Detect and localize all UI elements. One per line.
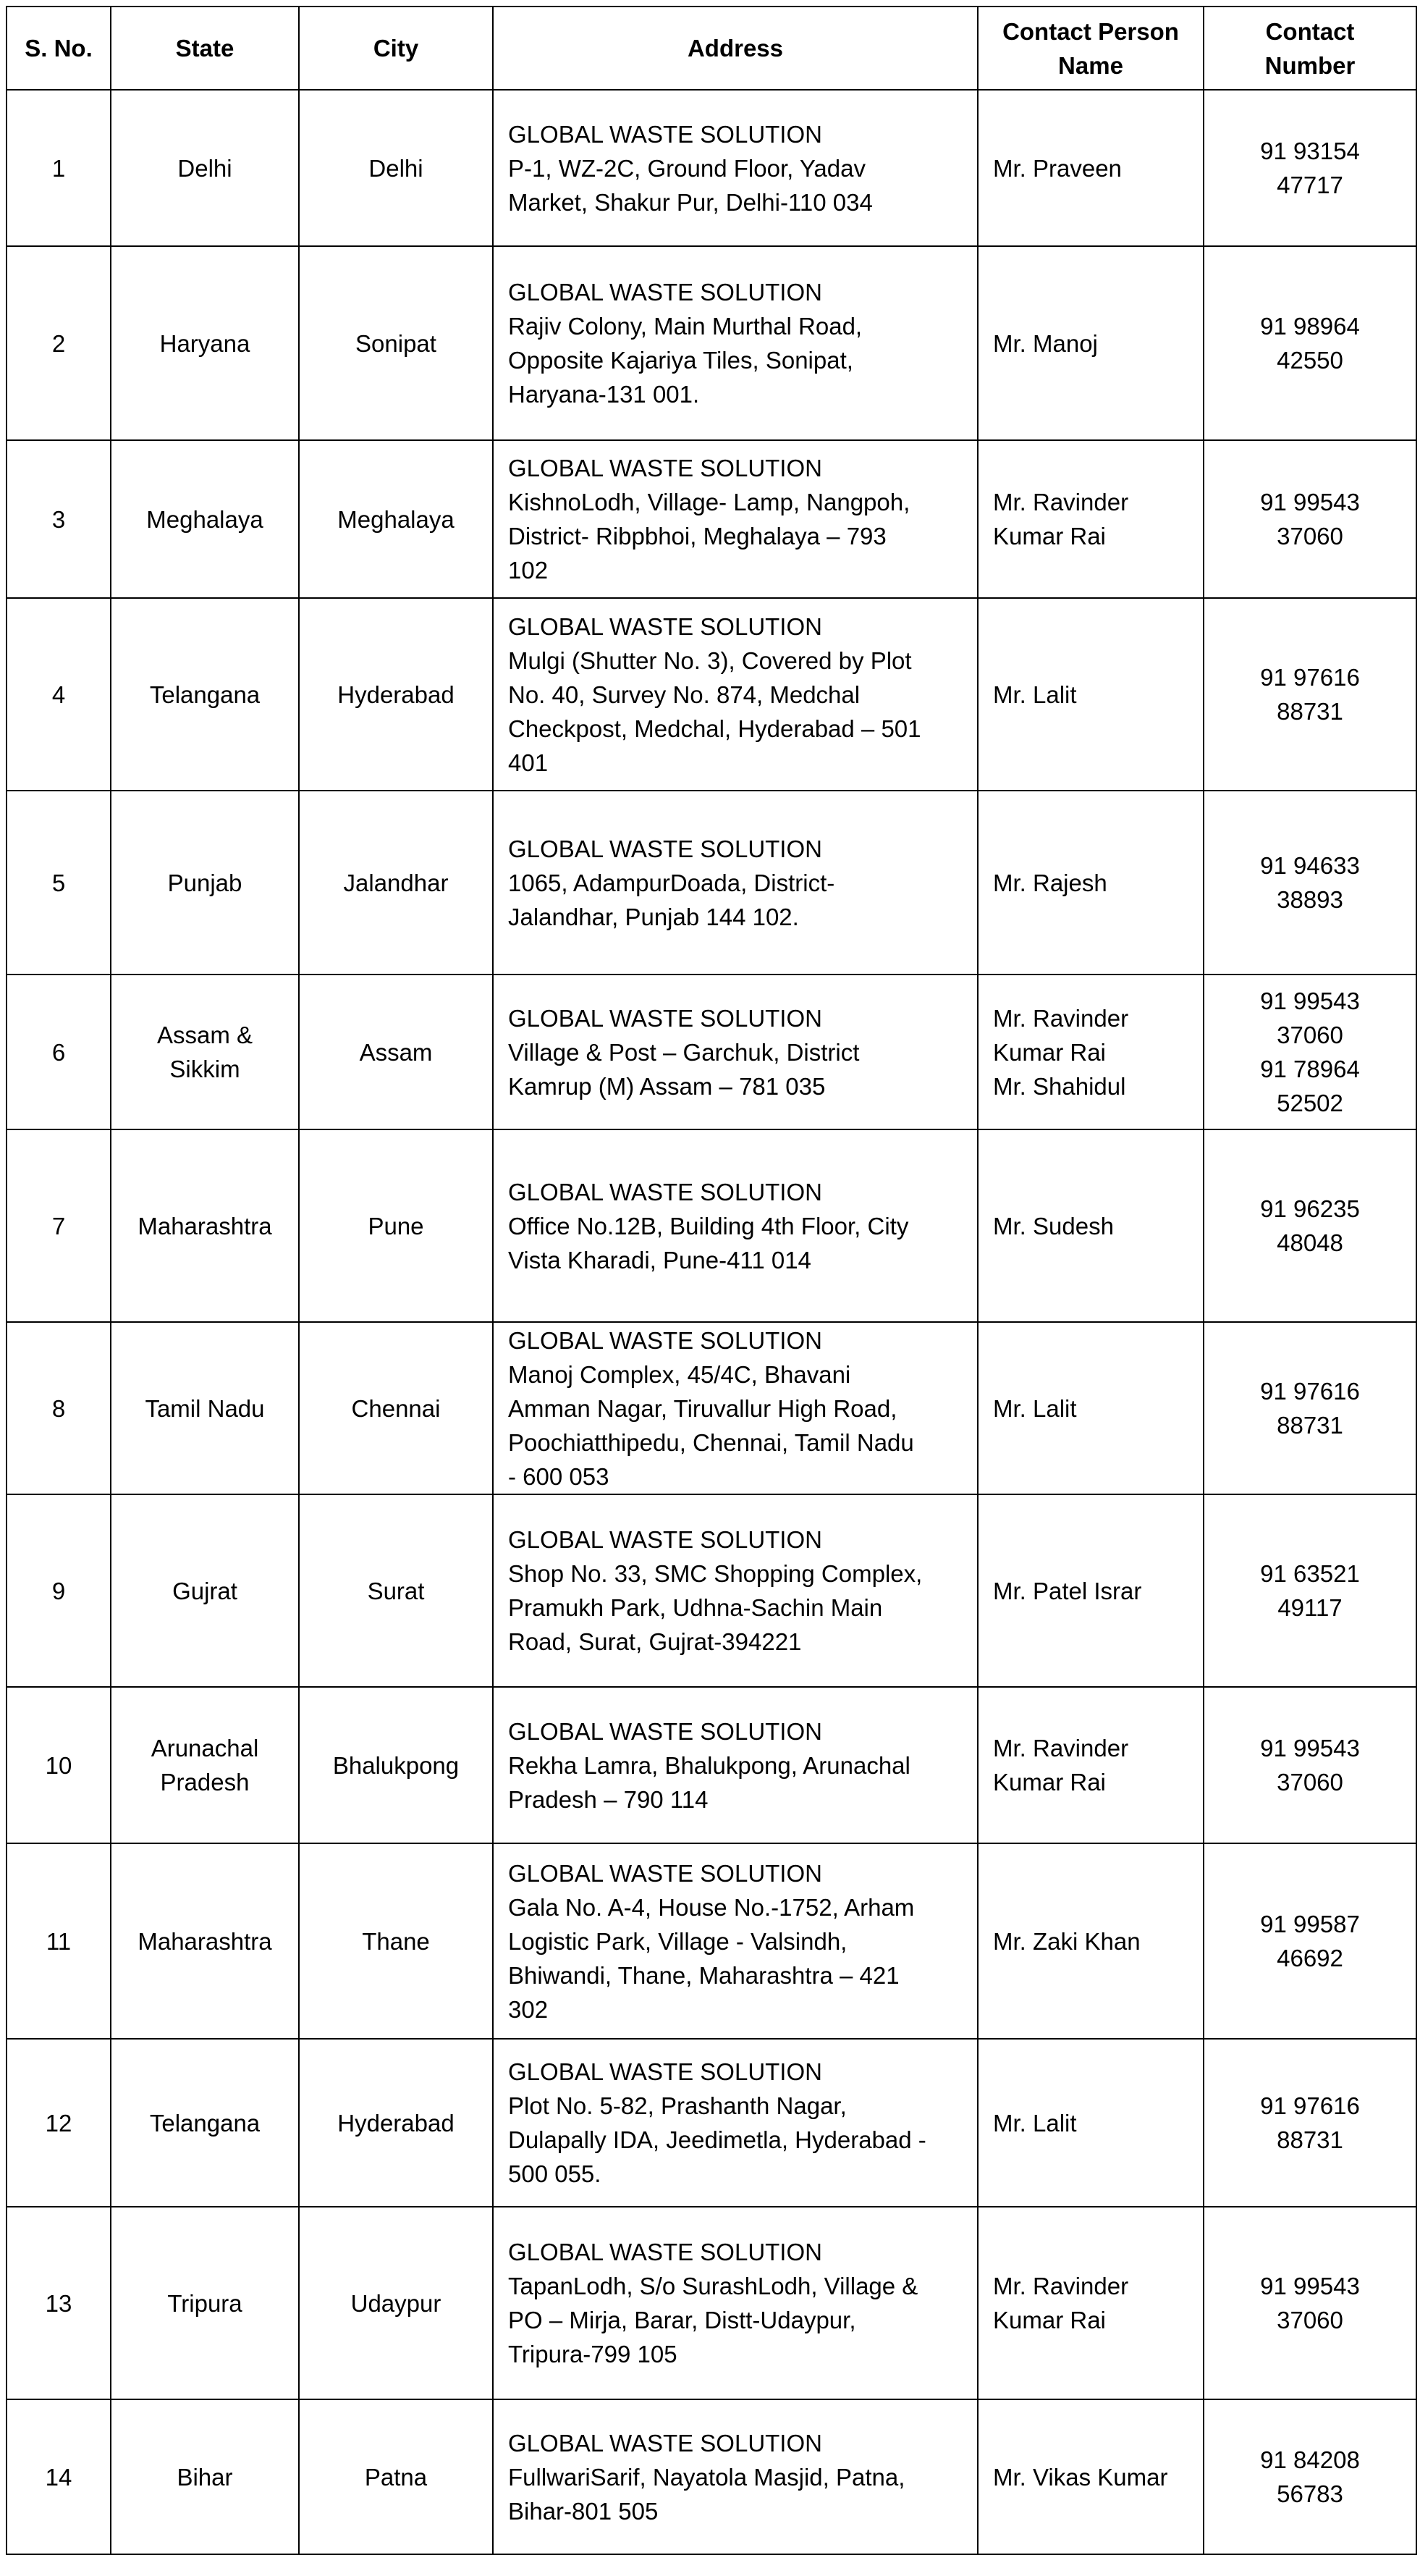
state-cell [111, 1129, 299, 1322]
serial-number-cell: 4 [7, 598, 111, 791]
address-cell [493, 90, 978, 246]
address-cell-line: Village & Post – Garchuk, District [508, 1038, 860, 1066]
serial-number-cell: 2 [7, 246, 111, 440]
table-row [7, 1129, 1416, 1322]
address-cell-line: Rekha Lamra, Bhalukpong, Arunachal [508, 1751, 910, 1779]
address-cell-line: Office No.12B, Building 4th Floor, City [508, 1212, 909, 1239]
address-cell-line: GLOBAL WASTE SOLUTION [508, 1717, 822, 1745]
contact-number-cell [1204, 90, 1416, 246]
table-row [7, 2207, 1416, 2399]
address-cell-line: 500 055. [508, 2160, 601, 2187]
address-cell [493, 791, 978, 975]
contact-number-cell [1204, 791, 1416, 975]
contact-number-cell [1204, 1494, 1416, 1687]
contact-person-cell-line: Mr. Zaki Khan [993, 1927, 1141, 1955]
contact-number-cell [1204, 1322, 1416, 1494]
contact-person-cell [978, 440, 1204, 598]
contact-number-cell [1204, 2399, 1416, 2554]
contact-number-cell-line: 91 99587 [1260, 1911, 1360, 1937]
contact-person-cell-line: Mr. Manoj [993, 329, 1098, 357]
contact-number-cell-line: 47717 [1277, 172, 1343, 198]
address-cell-line: District- Ribpbhoi, Meghalaya – 793 [508, 523, 887, 550]
address-cell-line: GLOBAL WASTE SOLUTION [508, 835, 822, 862]
address-cell-line: Mulgi (Shutter No. 3), Covered by Plot [508, 647, 912, 674]
address-cell-line: Checkpost, Medchal, Hyderabad – 501 [508, 715, 921, 742]
serial-number-cell: 8 [7, 1322, 111, 1494]
address-cell [493, 440, 978, 598]
contact-number-cell-line: 91 97616 [1260, 664, 1360, 691]
contact-number-cell [1204, 1843, 1416, 2039]
address-cell [493, 2399, 978, 2554]
address-cell-line: P-1, WZ-2C, Ground Floor, Yadav [508, 154, 866, 182]
address-cell-line: TapanLodh, S/o SurashLodh, Village & [508, 2273, 918, 2299]
address-cell-line: 1065, AdampurDoada, District- [508, 869, 835, 896]
contact-person-cell-line: Mr. Lalit [993, 681, 1077, 708]
contact-person-cell [978, 1494, 1204, 1687]
city-cell: Hyderabad [299, 2039, 493, 2207]
contact-person-cell-line: Mr. Ravinder [993, 489, 1129, 515]
address-cell-line: Kamrup (M) Assam – 781 035 [508, 1072, 826, 1100]
contact-number-cell [1204, 598, 1416, 791]
contact-person-cell-line: Kumar Rai [993, 2307, 1106, 2333]
contact-person-cell [978, 1843, 1204, 2039]
address-cell [493, 1843, 978, 2039]
state-cell [111, 1687, 299, 1843]
contact-person-cell-line: Mr. Lalit [993, 1394, 1077, 1422]
address-cell-line: GLOBAL WASTE SOLUTION [508, 1004, 822, 1032]
contact-number-cell-line: 88731 [1277, 698, 1343, 725]
table-row [7, 90, 1416, 246]
contact-number-cell-line: 37060 [1277, 1769, 1343, 1796]
city-cell: Bhalukpong [299, 1687, 493, 1843]
serial-number-cell: 1 [7, 90, 111, 246]
contact-person-cell [978, 598, 1204, 791]
contact-number-cell-line: 91 99543 [1260, 1735, 1360, 1761]
contact-person-cell-line: Mr. Lalit [993, 2109, 1077, 2137]
state-cell-line: Sikkim [169, 1056, 240, 1082]
table-row [7, 975, 1416, 1129]
contact-person-cell [978, 2399, 1204, 2554]
address-cell-line: Pramukh Park, Udhna-Sachin Main [508, 1594, 883, 1621]
address-cell-line: Logistic Park, Village - Valsindh, [508, 1927, 848, 1955]
address-cell-line: GLOBAL WASTE SOLUTION [508, 1326, 822, 1354]
address-cell-line: Vista Kharadi, Pune-411 014 [508, 1246, 811, 1274]
contact-number-cell [1204, 246, 1416, 440]
address-cell-line: GLOBAL WASTE SOLUTION [508, 455, 822, 481]
contact-number-cell-line: 91 99543 [1260, 988, 1360, 1014]
address-cell-line: Rajiv Colony, Main Murthal Road, [508, 313, 863, 340]
contact-person-cell-line: Kumar Rai [993, 523, 1106, 550]
address-cell-line: Manoj Complex, 45/4C, Bhavani [508, 1360, 851, 1388]
address-cell-line: 102 [508, 557, 549, 584]
address-cell [493, 2039, 978, 2207]
contact-number-cell-line: 52502 [1277, 1090, 1343, 1116]
state-cell [111, 2399, 299, 2554]
serial-number-cell: 3 [7, 440, 111, 598]
contact-person-cell-line: Mr. Vikas Kumar [993, 2463, 1168, 2491]
state-cell-line: Punjab [167, 869, 242, 896]
contact-number-cell-line: 37060 [1277, 523, 1343, 550]
contact-number-cell-line: 46692 [1277, 1945, 1343, 1971]
contact-person-cell-line: Mr. Shahidul [993, 1072, 1126, 1100]
city-cell: Thane [299, 1843, 493, 2039]
header-address: Address [493, 7, 978, 90]
city-cell: Jalandhar [299, 791, 493, 975]
table-row [7, 2399, 1416, 2554]
state-cell-line: Meghalaya [146, 505, 263, 533]
state-cell [111, 1843, 299, 2039]
contact-directory-table [6, 6, 1417, 2555]
contact-number-cell [1204, 975, 1416, 1129]
contact-person-cell [978, 2207, 1204, 2399]
address-cell-line: Gala No. A-4, House No.-1752, Arham [508, 1893, 915, 1921]
contact-number-cell-line: 91 98964 [1260, 313, 1360, 340]
city-cell: Assam [299, 975, 493, 1129]
contact-person-cell [978, 1322, 1204, 1494]
header-line: Number [1264, 51, 1356, 79]
table-row [7, 1687, 1416, 1843]
address-cell-line: GLOBAL WASTE SOLUTION [508, 2239, 822, 2265]
state-cell-line: Telangana [149, 681, 261, 708]
contact-number-cell-line: 91 84208 [1260, 2446, 1360, 2473]
contact-person-cell [978, 246, 1204, 440]
address-cell [493, 2207, 978, 2399]
state-cell [111, 598, 299, 791]
header-contact-number [1204, 7, 1416, 90]
state-cell-line: Tripura [167, 2289, 242, 2317]
address-cell-line: GLOBAL WASTE SOLUTION [508, 1526, 822, 1553]
state-cell [111, 791, 299, 975]
contact-person-cell-line: Mr. Praveen [993, 154, 1122, 182]
header-line: Contact [1265, 17, 1355, 45]
address-cell [493, 975, 978, 1129]
city-cell: Patna [299, 2399, 493, 2554]
address-cell-line: Pradesh – 790 114 [508, 1785, 709, 1813]
contact-number-cell-line: 91 97616 [1260, 2092, 1360, 2119]
serial-number-cell: 14 [7, 2399, 111, 2554]
address-cell [493, 246, 978, 440]
state-cell-line: Arunachal [151, 1735, 259, 1761]
address-cell-line: Amman Nagar, Tiruvallur High Road, [508, 1394, 897, 1422]
state-cell [111, 2207, 299, 2399]
contact-number-cell-line: 38893 [1277, 886, 1343, 913]
city-cell: Udaypur [299, 2207, 493, 2399]
table-row [7, 1494, 1416, 1687]
state-cell-line: Telangana [149, 2109, 261, 2137]
contact-person-cell-line: Mr. Rajesh [993, 869, 1107, 896]
contact-person-cell-line: Mr. Patel Israr [993, 1577, 1142, 1604]
contact-number-cell-line: 91 94633 [1260, 852, 1360, 879]
address-cell-line: GLOBAL WASTE SOLUTION [508, 279, 822, 306]
contact-person-cell [978, 1687, 1204, 1843]
contact-person-cell [978, 1129, 1204, 1322]
address-cell [493, 598, 978, 791]
serial-number-cell: 10 [7, 1687, 111, 1843]
address-cell-line: Bhiwandi, Thane, Maharashtra – 421 [508, 1961, 900, 1989]
contact-number-cell-line: 91 93154 [1260, 138, 1360, 164]
city-cell: Delhi [299, 90, 493, 246]
contact-person-cell-line: Mr. Ravinder [993, 2273, 1129, 2299]
city-cell: Chennai [299, 1322, 493, 1494]
contact-number-cell-line: 91 96235 [1260, 1195, 1360, 1222]
address-cell [493, 1494, 978, 1687]
address-cell-line: GLOBAL WASTE SOLUTION [508, 1859, 822, 1887]
contact-person-cell-line: Mr. Ravinder [993, 1004, 1129, 1032]
city-cell: Pune [299, 1129, 493, 1322]
contact-person-cell-line: Kumar Rai [993, 1769, 1106, 1796]
contact-number-cell [1204, 1687, 1416, 1843]
contact-person-cell-line: Kumar Rai [993, 1038, 1106, 1066]
state-cell-line: Haryana [159, 329, 250, 357]
address-cell-line: 302 [508, 1995, 549, 2023]
state-cell [111, 1494, 299, 1687]
city-cell: Hyderabad [299, 598, 493, 791]
address-cell-line: Haryana-131 001. [508, 381, 700, 408]
contact-number-cell-line: 56783 [1277, 2480, 1343, 2507]
serial-number-cell: 5 [7, 791, 111, 975]
state-cell-line: Gujrat [172, 1577, 237, 1604]
header-contact-person-name [978, 7, 1204, 90]
table-row [7, 1322, 1416, 1494]
address-cell [493, 1687, 978, 1843]
serial-number-cell: 6 [7, 975, 111, 1129]
contact-person-cell [978, 2039, 1204, 2207]
contact-number-cell-line: 42550 [1277, 347, 1343, 374]
contact-number-cell-line: 37060 [1277, 1022, 1343, 1048]
state-cell-line: Pradesh [160, 1769, 250, 1796]
address-cell-line: No. 40, Survey No. 874, Medchal [508, 681, 861, 708]
contact-person-cell-line: Mr. Sudesh [993, 1212, 1114, 1239]
address-cell-line: KishnoLodh, Village- Lamp, Nangpoh, [508, 489, 910, 515]
contact-person-cell [978, 791, 1204, 975]
state-cell-line: Bihar [177, 2463, 233, 2491]
serial-number-cell: 13 [7, 2207, 111, 2399]
table-row [7, 440, 1416, 598]
header-state: State [111, 7, 299, 90]
header-city: City [299, 7, 493, 90]
address-cell-line: Market, Shakur Pur, Delhi-110 034 [508, 188, 873, 216]
address-cell-line: Bihar-801 505 [508, 2497, 659, 2525]
contact-number-cell [1204, 1129, 1416, 1322]
address-cell-line: Dulapally IDA, Jeedimetla, Hyderabad - [508, 2126, 926, 2153]
serial-number-cell: 12 [7, 2039, 111, 2207]
address-cell [493, 1322, 978, 1494]
contact-number-cell-line: 91 63521 [1260, 1560, 1360, 1587]
address-cell-line: GLOBAL WASTE SOLUTION [508, 2058, 822, 2085]
state-cell-line: Assam & [156, 1022, 253, 1048]
contact-number-cell-line: 49117 [1277, 1594, 1343, 1621]
address-cell-line: Road, Surat, Gujrat-394221 [508, 1628, 802, 1655]
state-cell [111, 90, 299, 246]
header-sno: S. No. [7, 7, 111, 90]
state-cell-line: Maharashtra [138, 1927, 272, 1955]
address-cell [493, 1129, 978, 1322]
table-row [7, 598, 1416, 791]
contact-number-cell-line: 88731 [1277, 2126, 1343, 2153]
state-cell [111, 1322, 299, 1494]
contact-number-cell [1204, 440, 1416, 598]
contact-person-cell-line: Mr. Ravinder [993, 1735, 1129, 1761]
state-cell [111, 440, 299, 598]
contact-number-cell [1204, 2039, 1416, 2207]
table-body [7, 90, 1416, 2554]
address-cell-line: Tripura-799 105 [508, 2341, 677, 2367]
serial-number-cell: 11 [7, 1843, 111, 2039]
address-cell-line: - 600 053 [508, 1462, 609, 1490]
contact-number-cell-line: 91 78964 [1260, 1056, 1360, 1082]
contact-number-cell-line: 48048 [1277, 1229, 1343, 1256]
address-cell-line: PO – Mirja, Barar, Distt-Udaypur, [508, 2307, 856, 2333]
address-cell-line: GLOBAL WASTE SOLUTION [508, 2429, 822, 2457]
state-cell [111, 975, 299, 1129]
table-row [7, 791, 1416, 975]
contact-number-cell-line: 88731 [1277, 1412, 1343, 1439]
address-cell-line: Opposite Kajariya Tiles, Sonipat, [508, 347, 853, 374]
header-line: Contact Person [1002, 17, 1179, 45]
contact-number-cell-line: 91 97616 [1260, 1378, 1360, 1405]
state-cell-line: Maharashtra [138, 1212, 272, 1239]
contact-person-cell [978, 975, 1204, 1129]
address-cell-line: Shop No. 33, SMC Shopping Complex, [508, 1560, 923, 1587]
contact-number-cell [1204, 2207, 1416, 2399]
state-cell [111, 246, 299, 440]
address-cell-line: FullwariSarif, Nayatola Masjid, Patna, [508, 2463, 905, 2491]
state-cell-line: Delhi [177, 154, 232, 182]
contact-person-cell [978, 90, 1204, 246]
table-row [7, 1843, 1416, 2039]
table-row [7, 246, 1416, 440]
serial-number-cell: 9 [7, 1494, 111, 1687]
state-cell [111, 2039, 299, 2207]
header-line: Name [1058, 51, 1123, 79]
table-row [7, 2039, 1416, 2207]
address-cell-line: Poochiatthipedu, Chennai, Tamil Nadu [508, 1428, 914, 1456]
address-cell-line: 401 [508, 749, 549, 776]
address-cell-line: GLOBAL WASTE SOLUTION [508, 1178, 822, 1205]
address-cell-line: GLOBAL WASTE SOLUTION [508, 613, 822, 640]
header-row [7, 7, 1416, 90]
city-cell: Surat [299, 1494, 493, 1687]
address-cell-line: GLOBAL WASTE SOLUTION [508, 120, 822, 148]
address-cell-line: Plot No. 5-82, Prashanth Nagar, [508, 2092, 847, 2119]
state-cell-line: Tamil Nadu [145, 1394, 265, 1422]
address-cell-line: Jalandhar, Punjab 144 102. [508, 903, 799, 930]
contact-number-cell-line: 91 99543 [1260, 489, 1360, 515]
contact-number-cell-line: 37060 [1277, 2307, 1343, 2333]
contact-number-cell-line: 91 99543 [1260, 2273, 1360, 2299]
serial-number-cell: 7 [7, 1129, 111, 1322]
city-cell: Meghalaya [299, 440, 493, 598]
city-cell: Sonipat [299, 246, 493, 440]
